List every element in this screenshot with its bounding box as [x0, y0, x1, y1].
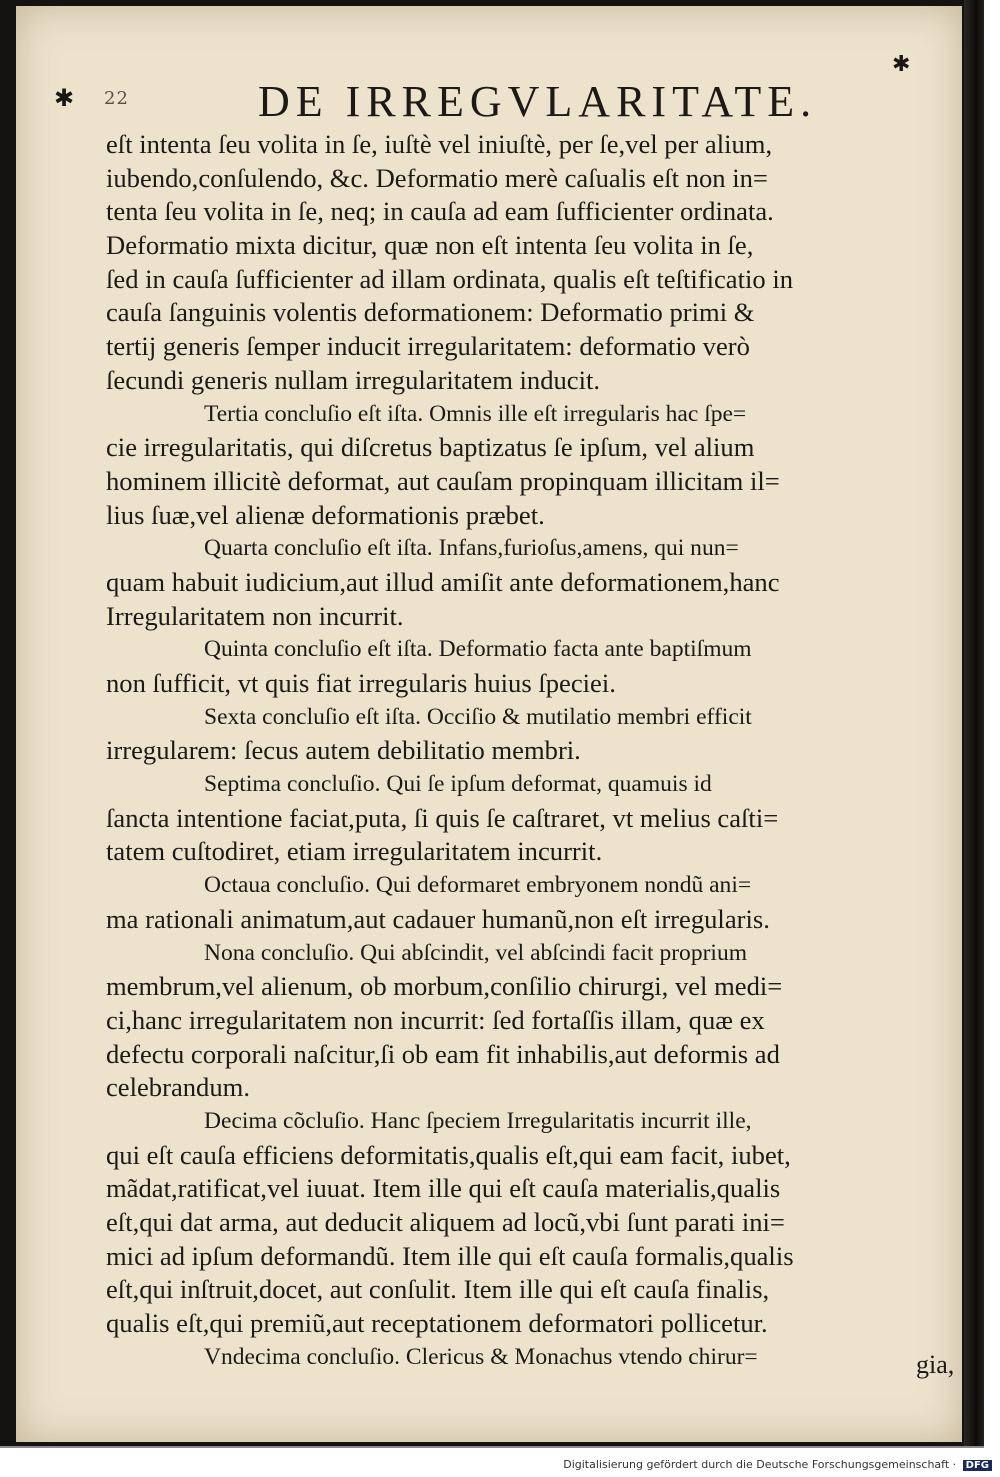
running-title: DE IRREGVLARITATE.: [258, 77, 818, 126]
text-line: qui eſt cauſa efficiens deformitatis,qualis eſt,qui eam facit, iubet,: [106, 1139, 791, 1170]
text-line: Sexta concluſio eſt iſta. Occiſio & mutilatio membri efficit: [204, 703, 752, 730]
text-line: mãdat,ratificat,vel iuuat. Item ille qui eſt cauſa materialis,qualis: [106, 1173, 781, 1204]
text-line: ſecundi generis nullam irregularitatem inducit.: [106, 364, 601, 395]
text-line: Deformatio mixta dicitur, quæ non eſt intenta ſeu volita in ſe,: [106, 230, 754, 261]
text-line: ma rationali animatum,aut cadauer humanũ,non eſt irregularis.: [106, 903, 770, 934]
dfg-logo-icon: DFG: [963, 1460, 992, 1471]
footer-credit: Digitalisierung gefördert durch die Deutsche Forschungsgemeinschaft ·: [563, 1458, 957, 1471]
text-line: tenta ſeu volita in ſe, neq; in cauſa ad eam ſufficienter ordinata.: [106, 196, 774, 227]
text-line: eſt,qui dat arma, aut deducit aliquem ad locũ,vbi ſunt parati ini=: [106, 1207, 785, 1237]
page-header: [40, 52, 920, 130]
text-line: Tertia concluſio eſt iſta. Omnis ille eſt irregularis hac ſpe=: [204, 400, 747, 427]
text-line: Septima concluſio. Qui ſe ipſum deformat, quamuis id: [204, 771, 712, 798]
text-line: Irregularitatem non incurrit.: [106, 600, 404, 631]
ornament-star-icon: ✱: [892, 52, 911, 77]
scan-bottom-edge: [0, 1446, 984, 1448]
text-line: eſt intenta ſeu volita in ſe, iuſtè vel iniuſtè, per ſe,vel per alium,: [106, 129, 773, 159]
text-line: cauſa ſanguinis volentis deformationem: Deformatio primi &: [106, 297, 755, 328]
page-number: 22: [104, 88, 129, 109]
text-line: non ſufficit, vt quis fiat irregularis huius ſpeciei.: [106, 668, 616, 698]
text-line: eſt,qui inſtruit,docet, aut conſulit. Item ille qui eſt cauſa finalis,: [106, 1274, 770, 1305]
text-line: defectu corporali naſcitur,ſi ob eam fit inhabilis,aut deformis ad: [106, 1038, 780, 1069]
text-line: qualis eſt,qui premiũ,aut receptationem deformatori pollicetur.: [106, 1308, 768, 1339]
text-line: Quinta concluſio eſt iſta. Deformatio facta ante baptiſmum: [204, 636, 752, 663]
text-line: quam habuit iudicium,aut illud amiſit ante deformationem,hanc: [106, 566, 780, 597]
text-line: ſancta intentione faciat,puta, ſi quis ſe caſtraret, vt melius caſti=: [106, 802, 779, 833]
text-line: Decima cõcluſio. Hanc ſpeciem Irregularitatis incurrit ille,: [204, 1107, 752, 1134]
text-line: celebrandum.: [106, 1072, 250, 1103]
text-line: cie irregularitatis, qui diſcretus baptizatus ſe ipſum, vel alium: [106, 432, 755, 463]
text-line: lius ſuæ,vel alienæ deformationis præbet.: [106, 499, 545, 530]
text-line: hominem illicitè deformat, aut cauſam propinquam illicitam il=: [106, 465, 780, 496]
text-line: Nona concluſio. Qui abſcindit, vel abſcindi facit proprium: [204, 939, 748, 966]
catchword: gia,: [916, 1350, 955, 1379]
text-line: tertij generis ſemper inducit irregularitatem: deformatio verò: [106, 331, 750, 362]
text-line: iubendo,conſulendo, &c. Deformatio merè caſualis eſt non in=: [106, 162, 768, 193]
body-text: [106, 128, 958, 1374]
text-line: tatem cuſtodiret, etiam irregularitatem incurrit.: [106, 836, 603, 867]
text-line: irregularem: ſecus autem debilitatio membri.: [106, 735, 581, 766]
text-line: mici ad ipſum deformandũ. Item ille qui eſt cauſa formalis,qualis: [106, 1240, 794, 1271]
text-line: Vndecima concluſio. Clericus & Monachus vtendo chirur=: [204, 1343, 758, 1370]
text-line: Octaua concluſio. Qui deformaret embryonem nondũ ani=: [204, 872, 752, 899]
ornament-star-icon: ✱: [54, 84, 75, 112]
text-line: Quarta concluſio eſt iſta. Infans,furioſus,amens, qui nun=: [204, 535, 739, 562]
digitization-footer: [563, 1458, 992, 1471]
text-line: membrum,vel alienum, ob morbum,conſilio chirurgi, vel medi=: [106, 971, 783, 1002]
text-line: ſed in cauſa ſufficienter ad illam ordinata, qualis eſt teſtificatio in: [106, 263, 794, 294]
book-spine: [964, 0, 984, 1446]
text-line: ci,hanc irregularitatem non incurrit: ſed fortaſſis illam, quæ ex: [106, 1004, 765, 1035]
